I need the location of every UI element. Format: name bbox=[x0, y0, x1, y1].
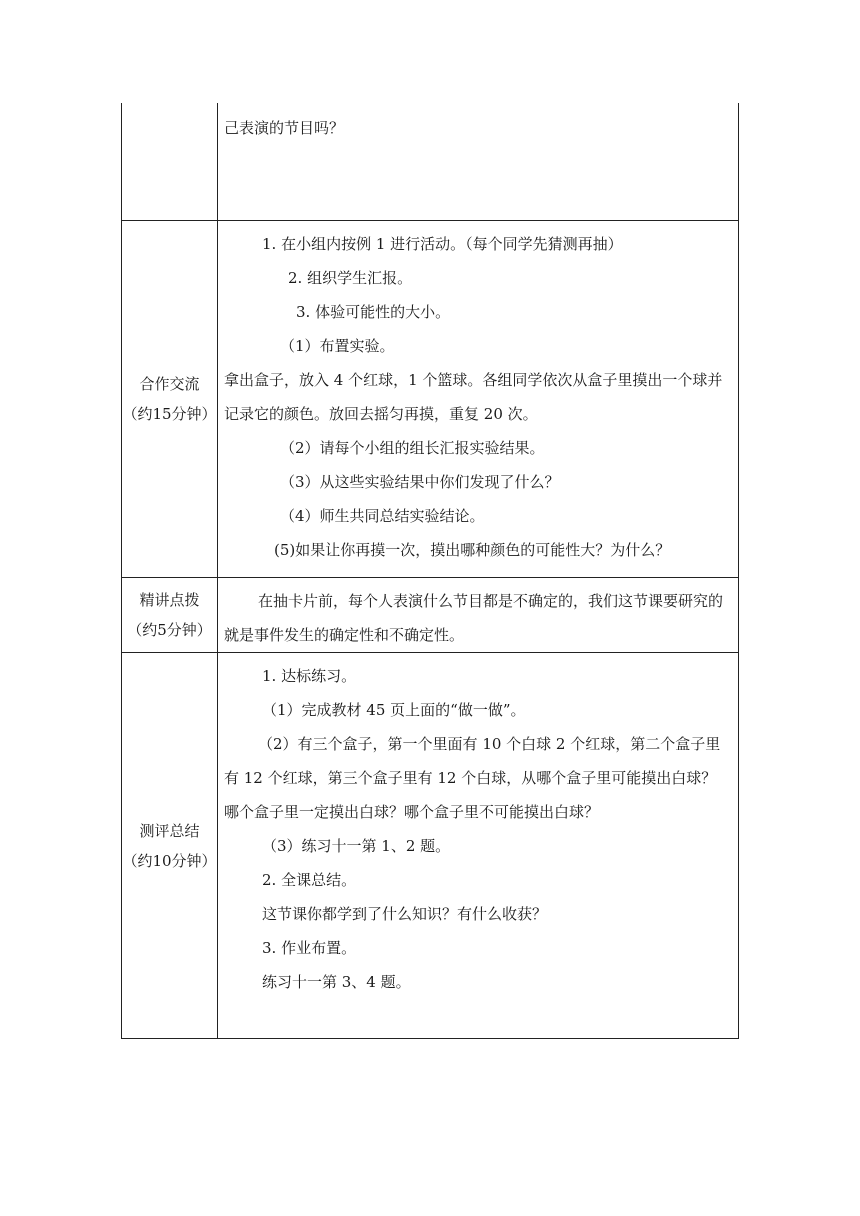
list-item: (5)如果让你再摸一次，摸出哪种颜色的可能性大？为什么？ bbox=[274, 541, 671, 559]
content-cell-evaluation bbox=[218, 653, 739, 1039]
section-duration: （约15分钟） bbox=[122, 405, 217, 423]
section-label: 测评总结 bbox=[139, 821, 200, 840]
list-item: 3. 体验可能性的大小。 bbox=[296, 303, 451, 321]
list-item: 3. 作业布置。 bbox=[262, 939, 357, 957]
table-row-explain bbox=[122, 578, 739, 653]
list-item: 1. 在小组内按例 1 进行活动。（每个同学先猜测再抽） bbox=[262, 235, 623, 253]
paragraph: 拿出盒子，放入 4 个红球，1 个篮球。各组同学依次从盒子里摸出一个球并记录它的颜色。放回去摇匀再摸，重复 20 次。 bbox=[224, 371, 723, 423]
table-row-cooperation bbox=[122, 221, 739, 578]
list-item: 练习十一第 3、4 题。 bbox=[262, 973, 411, 991]
content-cell-continuation bbox=[218, 103, 739, 221]
list-item: 2. 组织学生汇报。 bbox=[288, 269, 413, 287]
list-item: 这节课你都学到了什么知识？有什么收获？ bbox=[262, 905, 548, 923]
list-item: （1）完成教材 45 页上面的“做一做”。 bbox=[262, 701, 526, 719]
label-cell-explain bbox=[122, 578, 218, 653]
lesson-plan-table bbox=[121, 103, 739, 1039]
label-cell-evaluation bbox=[122, 653, 218, 1039]
section-duration: （约10分钟） bbox=[122, 851, 217, 870]
list-item: （3）从这些实验结果中你们发现了什么？ bbox=[280, 473, 560, 491]
list-item: （2）请每个小组的组长汇报实验结果。 bbox=[280, 439, 545, 457]
label-cell-cooperation bbox=[122, 221, 218, 578]
list-item: 2. 全课总结。 bbox=[262, 871, 357, 889]
section-label: 合作交流 bbox=[139, 375, 200, 393]
section-duration: （约5分钟） bbox=[127, 621, 212, 639]
label-cell-empty bbox=[122, 103, 218, 221]
section-label: 精讲点拨 bbox=[139, 591, 200, 609]
continuation-text: 己表演的节目吗？ bbox=[224, 119, 345, 137]
content-cell-cooperation bbox=[218, 221, 739, 578]
paragraph: 在抽卡片前，每个人表演什么节目都是不确定的，我们这节课要研究的就是事件发生的确定性和不确定性。 bbox=[224, 592, 724, 644]
table-row-evaluation bbox=[122, 653, 739, 1039]
list-item: 1. 达标练习。 bbox=[262, 667, 357, 685]
list-item: （3）练习十一第 1、2 题。 bbox=[262, 837, 451, 855]
list-item: （4）师生共同总结实验结论。 bbox=[280, 507, 485, 525]
paragraph: （2）有三个盒子，第一个里面有 10 个白球 2 个红球，第二个盒子里有 12 个红球，第三个盒子里有 12 个白球，从哪个盒子里可能摸出白球？哪个盒子里一定摸出白球？哪个盒子里不可能摸出白球？ bbox=[224, 735, 721, 821]
content-cell-explain bbox=[218, 578, 739, 653]
table-row-continuation bbox=[122, 103, 739, 221]
list-item: （1）布置实验。 bbox=[280, 337, 395, 355]
